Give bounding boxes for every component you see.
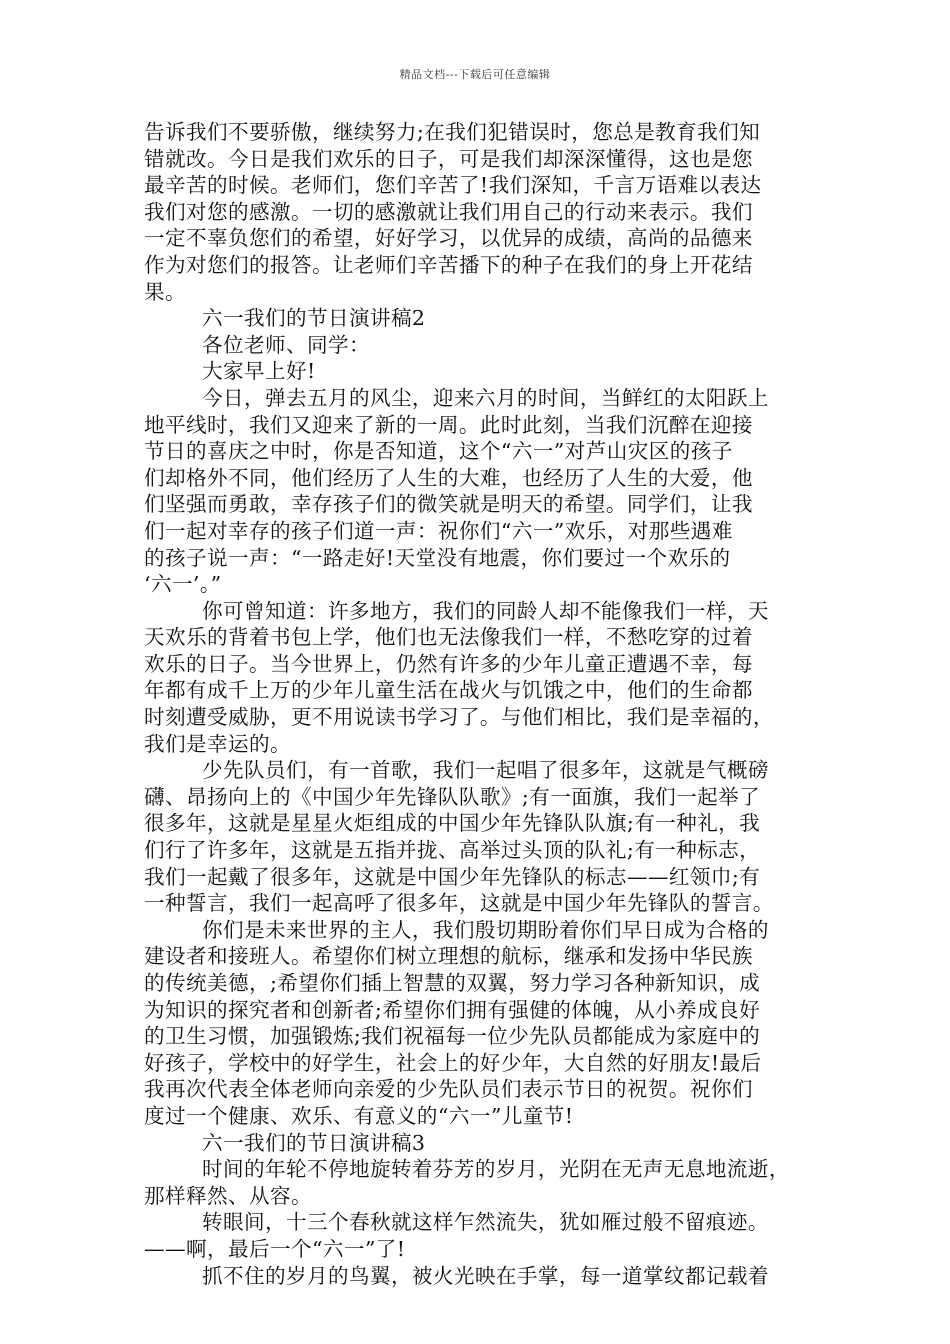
- text-line: 建设者和接班人。希望你们树立理想的航标，继承和发扬中华民族: [144, 944, 753, 969]
- paragraph-start: 少先队员们，有一首歌，我们一起唱了很多年，这就是气概磅: [202, 758, 769, 783]
- text-line: 一种誓言，我们一起高呼了很多年，这就是中国少年先锋队的誓言。: [144, 891, 774, 916]
- section-heading: 六一我们的节日演讲稿3: [202, 1130, 426, 1155]
- text-line: 们一起对幸存的孩子们道一声：祝你们“六一”欢乐，对那些遇难: [144, 518, 733, 543]
- text-line: 果。: [144, 279, 186, 304]
- text-line: 的孩子说一声：“一路走好!天堂没有地震，你们要过一个欢乐的: [144, 545, 731, 570]
- text-line: 告诉我们不要骄傲，继续努力;在我们犯错误时，您总是教育我们知: [144, 120, 761, 144]
- paragraph-start: 抓不住的岁月的鸟翼，被火光映在手掌，每一道掌纹都记载着: [202, 1263, 769, 1288]
- section-heading: 六一我们的节日演讲稿2: [202, 306, 426, 331]
- text-line: 地平线时，我们又迎来了新的一周。此时此刻，当我们沉醉在迎接: [144, 412, 753, 437]
- text-line: 我们对您的感激。一切的感激就让我们用自己的行动来表示。我们: [144, 199, 753, 224]
- text-line: 们却格外不同，他们经历了人生的大难，也经历了人生的大爱，他: [144, 465, 753, 490]
- text-line: 们行了许多年，这就是五指并拢、高举过头顶的队礼;有一种标志，: [144, 838, 761, 863]
- text-line: 的卫生习惯，加强锻炼;我们祝福每一位少先队员都能成为家庭中的: [144, 1024, 761, 1049]
- text-line: 那样释然、从容。: [144, 1183, 312, 1208]
- greeting: 大家早上好!: [202, 359, 316, 384]
- text-line: 我们是幸运的。: [144, 731, 291, 756]
- text-line: ——啊，最后一个“六一”了!: [144, 1236, 406, 1261]
- paragraph-start: 你们是未来世界的主人，我们殷切期盼着你们早日成为合格的: [202, 917, 769, 942]
- text-line: 欢乐的日子。当今世界上，仍然有许多的少年儿童正遭遇不幸，每: [144, 651, 753, 676]
- text-line: 作为对您们的报答。让老师们辛苦播下的种子在我们的身上开花结: [144, 252, 753, 277]
- text-line: 的传统美德，;希望你们插上智慧的双翼，努力学习各种新知识，成: [144, 971, 761, 995]
- paragraph-start: 你可曾知道：许多地方，我们的同龄人却不能像我们一样，天: [202, 598, 769, 623]
- page-header: 精品文档---下载后可任意编辑: [399, 68, 551, 81]
- text-line: 为知识的探究者和创新者;希望你们拥有强健的体魄，从小养成良好: [144, 997, 761, 1022]
- salutation: 各位老师、同学：: [202, 332, 370, 357]
- text-line: 节日的喜庆之中时，你是否知道，这个“六一”对芦山灾区的孩子: [144, 439, 733, 464]
- text-line: 好孩子，学校中的好学生，社会上的好少年，大自然的好朋友!最后: [144, 1050, 762, 1075]
- text-line: 一定不辜负您们的希望，好好学习，以优异的成绩，高尚的品德来: [144, 226, 753, 251]
- text-line: 很多年，这就是星星火炬组成的中国少年先锋队队旗;有一种礼，我: [144, 811, 761, 836]
- text-line: 我们一起戴了很多年，这就是中国少年先锋队的标志——红领巾;有: [144, 864, 761, 889]
- text-line: ‘六一’。”: [144, 572, 222, 597]
- document-body: [144, 119, 824, 1289]
- text-line: 度过一个健康、欢乐、有意义的“六一”儿童节!: [144, 1103, 574, 1128]
- text-line: 年都有成千上万的少年儿童生活在战火与饥饿之中，他们的生命都: [144, 678, 753, 703]
- text-line: 时刻遭受威胁，更不用说读书学习了。与他们相比，我们是幸福的，: [144, 705, 774, 730]
- paragraph-start: 时间的年轮不停地旋转着芬芳的岁月，光阴在无声无息地流逝，: [202, 1157, 790, 1182]
- paragraph-start: 今日，弹去五月的风尘，迎来六月的时间，当鲜红的太阳跃上: [202, 385, 769, 410]
- text-line: 我再次代表全体老师向亲爱的少先队员们表示节日的祝贺。祝你们: [144, 1077, 753, 1102]
- paragraph-start: 转眼间，十三个春秋就这样乍然流失，犹如雁过般不留痕迹。: [202, 1210, 769, 1235]
- text-line: 错就改。今日是我们欢乐的日子，可是我们却深深懂得，这也是您: [144, 146, 753, 171]
- text-line: 天欢乐的背着书包上学，他们也无法像我们一样，不愁吃穿的过着: [144, 625, 753, 650]
- text-line: 最辛苦的时候。老师们，您们辛苦了!我们深知，千言万语难以表达: [144, 173, 762, 198]
- text-line: 礴、昂扬向上的《中国少年先锋队队歌》;有一面旗，我们一起举了: [144, 784, 761, 809]
- text-line: 们坚强而勇敢，幸存孩子们的微笑就是明天的希望。同学们，让我: [144, 492, 753, 517]
